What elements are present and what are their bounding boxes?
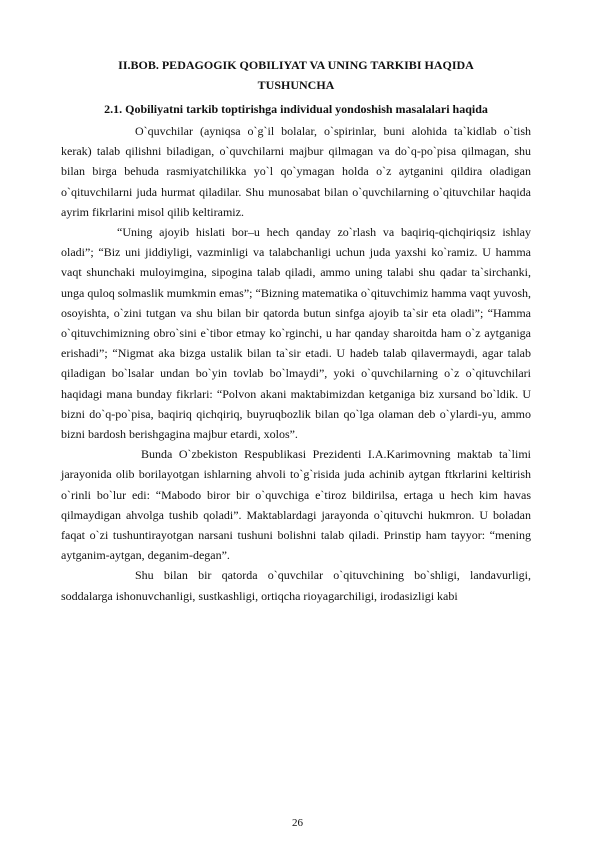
paragraph-2: “Uning ajoyib hislati bor–u hech qanday zo`rlash va baqiriq-qichqiriqsiz ishlay oladi”; “Biz uni jiddiyligi, vazminligi va talabchanligi uchun juda yaxshi ko`ramiz. U hamma vaqt shunchaki muloyimgina, sipogina talab qiladi, ammo uning talabi shu qadar ta`sirchanki, unga quloq solmaslik mumkmin emas”; “Bizning matematika o`qituvchimiz hamma vaqt yuvosh, osoyishta, o`zini tutgan va shu bilan bir qatorda butun sinfga ajoyib ta`sir eta oladi”; “Hamma o`qituvchimizning obro`sini e`tibor etmay ko`rginchi, u har qanday sharoitda ham o`z aytganiga erishadi”; “Nigmat aka bizga ustalik bilan ta`sir etadi. U hadeb talab qilavermaydi, agar talab qiladigan bo`lsalar undan bo`yin tovlab bo`lmaydi”, yoki o`quvchilarning o`z o`qituvchilari haqidagi mana bunday fikrlari: “Polvon akani maktabimizdan ketganiga biz xursand bo`ldik. U bizni do`q-po`pisa, baqiriq qichqiriq, buyruqbozlik bilan qo`lga olaman deb o`ylardi-yu, ammo bizni bardosh berishgagina majbur etardi, xolos”. xyxy=(61,225,531,442)
paragraph-1: O`quvchilar (ayniqsa o`g`il bolalar, o`spirinlar, buni alohida ta`kidlab o`tish kerak) talab qilishni biladigan, o`quvchilarni majbur qilmagan va do`q-po`pisa qilmagan, shu bilan birga behuda rasmiyatchilikka yo`l qo`ymagan holda o`z aytganini qildira oladigan o`qituvchilarni juda hurmat qiladilar. Shu munosabat bilan o`quvchilarning o`qituvchilar haqida ayrim fikrlarini misol qilib keltiramiz. xyxy=(61,124,531,219)
section-title: 2.1. Qobiliyatni tarkib toptirishga individual yondoshish masalalari haqida xyxy=(104,102,488,116)
page-number: 26 xyxy=(292,817,303,829)
chapter-title: II.BOB. PEDAGOGIK QOBILIYAT VA UNING TARKIBI HAQIDA TUSHUNCHA xyxy=(118,58,474,92)
paragraph-4: Shu bilan bir qatorda o`quvchilar o`qituvchining bo`shligi, landavurligi, soddalarga ishonuvchanligi, sustkashligi, ortiqcha rioyagarchiligi, irodasizligi kabi xyxy=(61,568,531,603)
page-content xyxy=(61,55,531,606)
paragraph-3: Bunda O`zbekiston Respublikasi Prezidenti I.A.Karimovning maktab ta`limi jarayonida olib borilayotgan ishlarning ahvoli to`g`risida juda achinib aytgan ftkrlarini keltirish o`rinli bo`lur edi: “Mabodo biror bir o`quvchiga e`tiroz bildirilsa, ertaga u hech kim havas qilmaydigan ahvolga tushib qoladi”. Maktablardagi jarayonda o`qituvchi hukmron. U boladan faqat o`zi tushuntirayotgan narsani tushuni bolishni talab qiladi. Prinstip ham tayyor: “mening aytganim-aytgan, deganim-degan”. xyxy=(61,447,531,563)
